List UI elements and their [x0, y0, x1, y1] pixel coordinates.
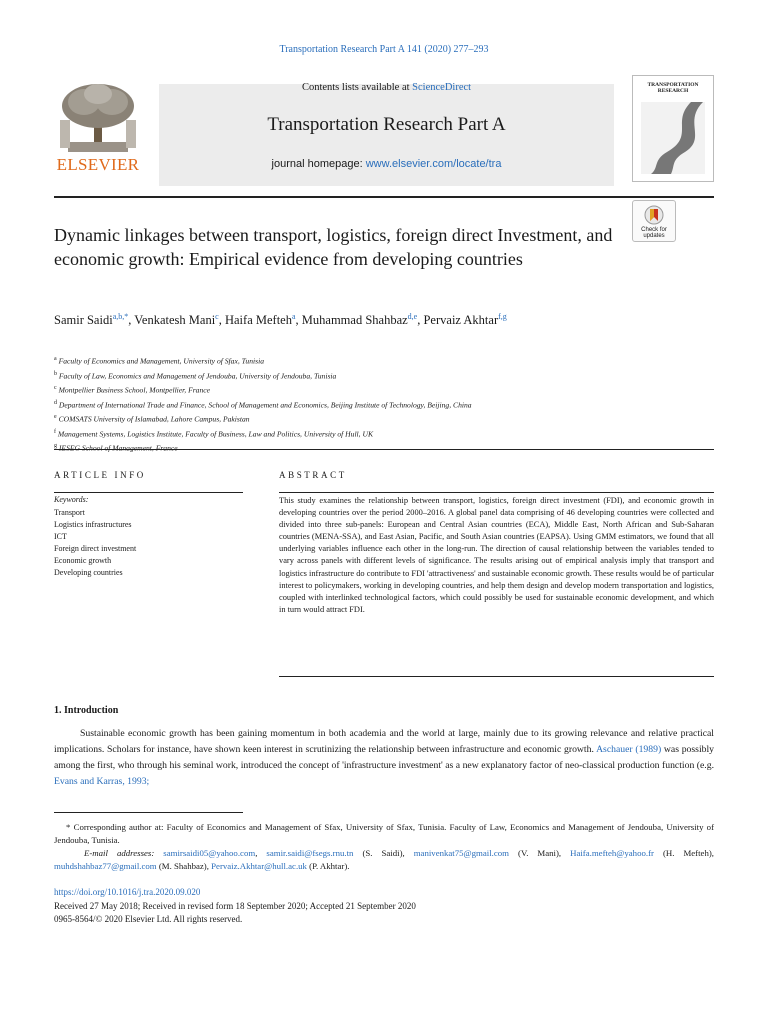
abstract-rule: [279, 492, 714, 493]
author-name: Muhammad Shahbaz: [301, 313, 408, 328]
author-name: Pervaiz Akhtar: [423, 313, 499, 328]
keyword-item: Economic growth: [54, 556, 112, 565]
keyword-item: Transport: [54, 508, 85, 517]
footnotes: [54, 821, 714, 873]
corresponding-author-note: * Corresponding author at: Faculty of Economics and Management of Sfax, University of Sfax, Tunisia. Faculty of Law, Economics and Management of Jendouba, University of Jendouba, Tunisia.: [54, 822, 714, 845]
homepage-link[interactable]: www.elsevier.com/locate/tra: [365, 158, 502, 170]
affiliation-item: [54, 440, 654, 455]
author-affiliation-marker[interactable]: a,b,*: [112, 312, 129, 321]
journal-cover-thumbnail[interactable]: [632, 75, 714, 182]
sciencedirect-link[interactable]: ScienceDirect: [412, 82, 472, 93]
article-info-heading: ARTICLE INFO: [54, 470, 146, 480]
author-affiliation-marker[interactable]: c: [215, 312, 219, 321]
check-for-updates-label: Check for updates: [641, 227, 667, 239]
affiliation-item: [54, 397, 654, 412]
introduction-heading: 1. Introduction: [54, 705, 119, 716]
abstract-heading: ABSTRACT: [279, 470, 347, 480]
affiliation-key: c: [54, 385, 57, 392]
author-name: Haifa Mefteh: [224, 313, 292, 328]
affiliation-key: e: [54, 414, 57, 421]
email-link[interactable]: samirsaidi05@yahoo.com: [163, 848, 256, 858]
citation-link-aschauer[interactable]: Aschauer (1989): [596, 744, 662, 755]
affiliation-text: Faculty of Economics and Management, University of Sfax, Tunisia: [56, 356, 264, 366]
author-list: Samir Saidi$^{a,b,*}$, Venkatesh Mani$^c$, Haifa Mefteh$^a$, Muhammad Shahbaz$^{d,e}$, Pervaiz Akhtar$^{f,g}$: [54, 312, 507, 328]
keyword-list: [54, 507, 244, 579]
email-link[interactable]: manivenkat75@gmail.com: [413, 848, 510, 858]
email-link[interactable]: Pervaiz.Akhtar@hull.ac.uk: [211, 861, 307, 871]
received-dates: Received 27 May 2018; Received in revised form 18 September 2020; Accepted 21 September 2020: [54, 901, 416, 911]
email-addresses: E-mail addresses: samirsaidi05@yahoo.com, samir.saidi@fsegs.rnu.tn (S. Saidi), manivenkat75@gmail.com (V. Mani), Haifa.mefteh@yahoo.fr (H. Mefteh), muhdshahbaz77@gmail.com (M. Shahbaz), Pervaiz.Akhtar@hull.ac.uk (P. Akhtar).: [54, 848, 714, 871]
affiliation-text: Montpellier Business School, Montpellier, France: [56, 385, 210, 395]
journal-homepage: [159, 158, 614, 170]
author-affiliation-marker[interactable]: f,g: [498, 312, 507, 321]
affiliation-key: b: [54, 370, 57, 377]
doi-link[interactable]: https://doi.org/10.1016/j.tra.2020.09.020: [54, 887, 201, 897]
homepage-prefix: journal homepage:: [271, 158, 366, 170]
intro-text-2: was possibly among the first, who through his seminal work, introduced the concept of 'infrastructure investment' as a new explanatory factor of neo-classical production function (e.g.: [54, 744, 715, 771]
journal-citation[interactable]: Transportation Research Part A 141 (2020) 277–293: [279, 44, 489, 55]
affiliation-text: Faculty of Law, Economics and Management of Jendouba, University of Jendouba, Tunisia: [57, 371, 337, 381]
keyword-item: ICT: [54, 532, 67, 541]
introduction-paragraph: [54, 726, 714, 790]
contents-line: [159, 82, 614, 93]
affiliation-text: Management Systems, Logistics Institute, Faculty of Business, Law and Politics, University of Hull, UK: [56, 429, 374, 439]
footnote-rule: [54, 812, 243, 813]
email-link[interactable]: samir.saidi@fsegs.rnu.tn: [266, 848, 354, 858]
affiliation-item: [54, 382, 654, 397]
article-info-rule: [54, 492, 243, 493]
keyword-item: Logistics infrastructures: [54, 520, 132, 529]
author-name: Samir Saidi: [54, 313, 113, 328]
contents-prefix: Contents lists available at: [301, 82, 413, 93]
elsevier-wordmark: ELSEVIER: [56, 155, 140, 174]
email-link[interactable]: Haifa.mefteh@yahoo.fr: [570, 848, 654, 858]
author-affiliation-marker[interactable]: a: [291, 312, 296, 321]
check-for-updates-button[interactable]: [632, 200, 676, 242]
affiliation-item: [54, 353, 654, 368]
affiliation-key: a: [54, 356, 57, 362]
affiliation-item: [54, 411, 654, 426]
abstract-end-rule: [279, 676, 714, 677]
keywords-label: Keywords:: [54, 495, 89, 504]
abstract-text: This study examines the relationship between transport, logistics, foreign direct investment (FDI), and economic growth in developing countries over the period 2000–2016. A global panel data comprising of 46 developing countries were collected and divided into three sub-panels: European and Central Asian countries (ECA), Middle East, North African and Sub-Saharan countries (MENA-SSA), and East Asian, Pacific, and South Asian countries (EAPSA). Using GMM estimators, we found that all underlying variables influence each other in the long-run. The direction of causal relationship between the variables tended to vary across panels with different levels of significance. The results arising out of empirical analysis imply that transport and logistics infrastructure do contribute to FDI 'attractiveness' and sustainable economic growth. These results would be of particular interest to policymakers, working in developing countries, and help them design and develop modern transportation and logistics, coupled with interlinked technological factors, which could possibly be used for sustainable economic development, and which in turn would attract FDI.: [279, 496, 714, 614]
affiliation-key: f: [54, 428, 56, 435]
affiliation-text: IESEG School of Management, France: [57, 443, 178, 453]
affiliation-key: g: [54, 443, 57, 450]
copyright-notice: 0965-8564/© 2020 Elsevier Ltd. All rights reserved.: [54, 914, 243, 924]
author-affiliation-marker[interactable]: d,e: [407, 312, 418, 321]
affiliation-key: d: [54, 399, 57, 406]
affiliation-text: Department of International Trade and Finance, School of Management and Economics, Beijing Institute of Technology, Beijing, China: [57, 400, 472, 410]
road-icon: [641, 102, 705, 174]
intro-text-1: Sustainable economic growth has been gaining momentum in both academia and the world at large, mainly due to its growing relevance and relative practical implications. Scholars for instance, have shown keen interest in scrutinizing the relationship between infrastructure and economic growth.: [54, 728, 714, 755]
affiliation-rule: [54, 449, 714, 450]
affiliation-item: [54, 426, 654, 441]
email-label: E-mail addresses:: [84, 848, 155, 858]
author-name: Venkatesh Mani: [134, 313, 216, 328]
email-link[interactable]: muhdshahbaz77@gmail.com: [54, 861, 157, 871]
paper-title: Dynamic linkages between transport, logistics, foreign direct Investment, and economic growth: Empirical evidence from developing countries: [54, 225, 613, 269]
affiliation-item: [54, 368, 654, 383]
journal-title: Transportation Research Part A: [267, 114, 506, 135]
citation-link-evans[interactable]: Evans and Karras, 1993;: [54, 776, 150, 787]
affiliation-list: [54, 353, 654, 455]
cover-title: TRANSPORTATION RESEARCH: [647, 82, 699, 94]
bookmark-icon: [644, 205, 664, 225]
header-rule: [54, 196, 714, 198]
keyword-item: Developing countries: [54, 568, 123, 577]
affiliation-text: COMSATS University of Islamabad, Lahore Campus, Pakistan: [56, 414, 250, 424]
keyword-item: Foreign direct investment: [54, 544, 137, 553]
